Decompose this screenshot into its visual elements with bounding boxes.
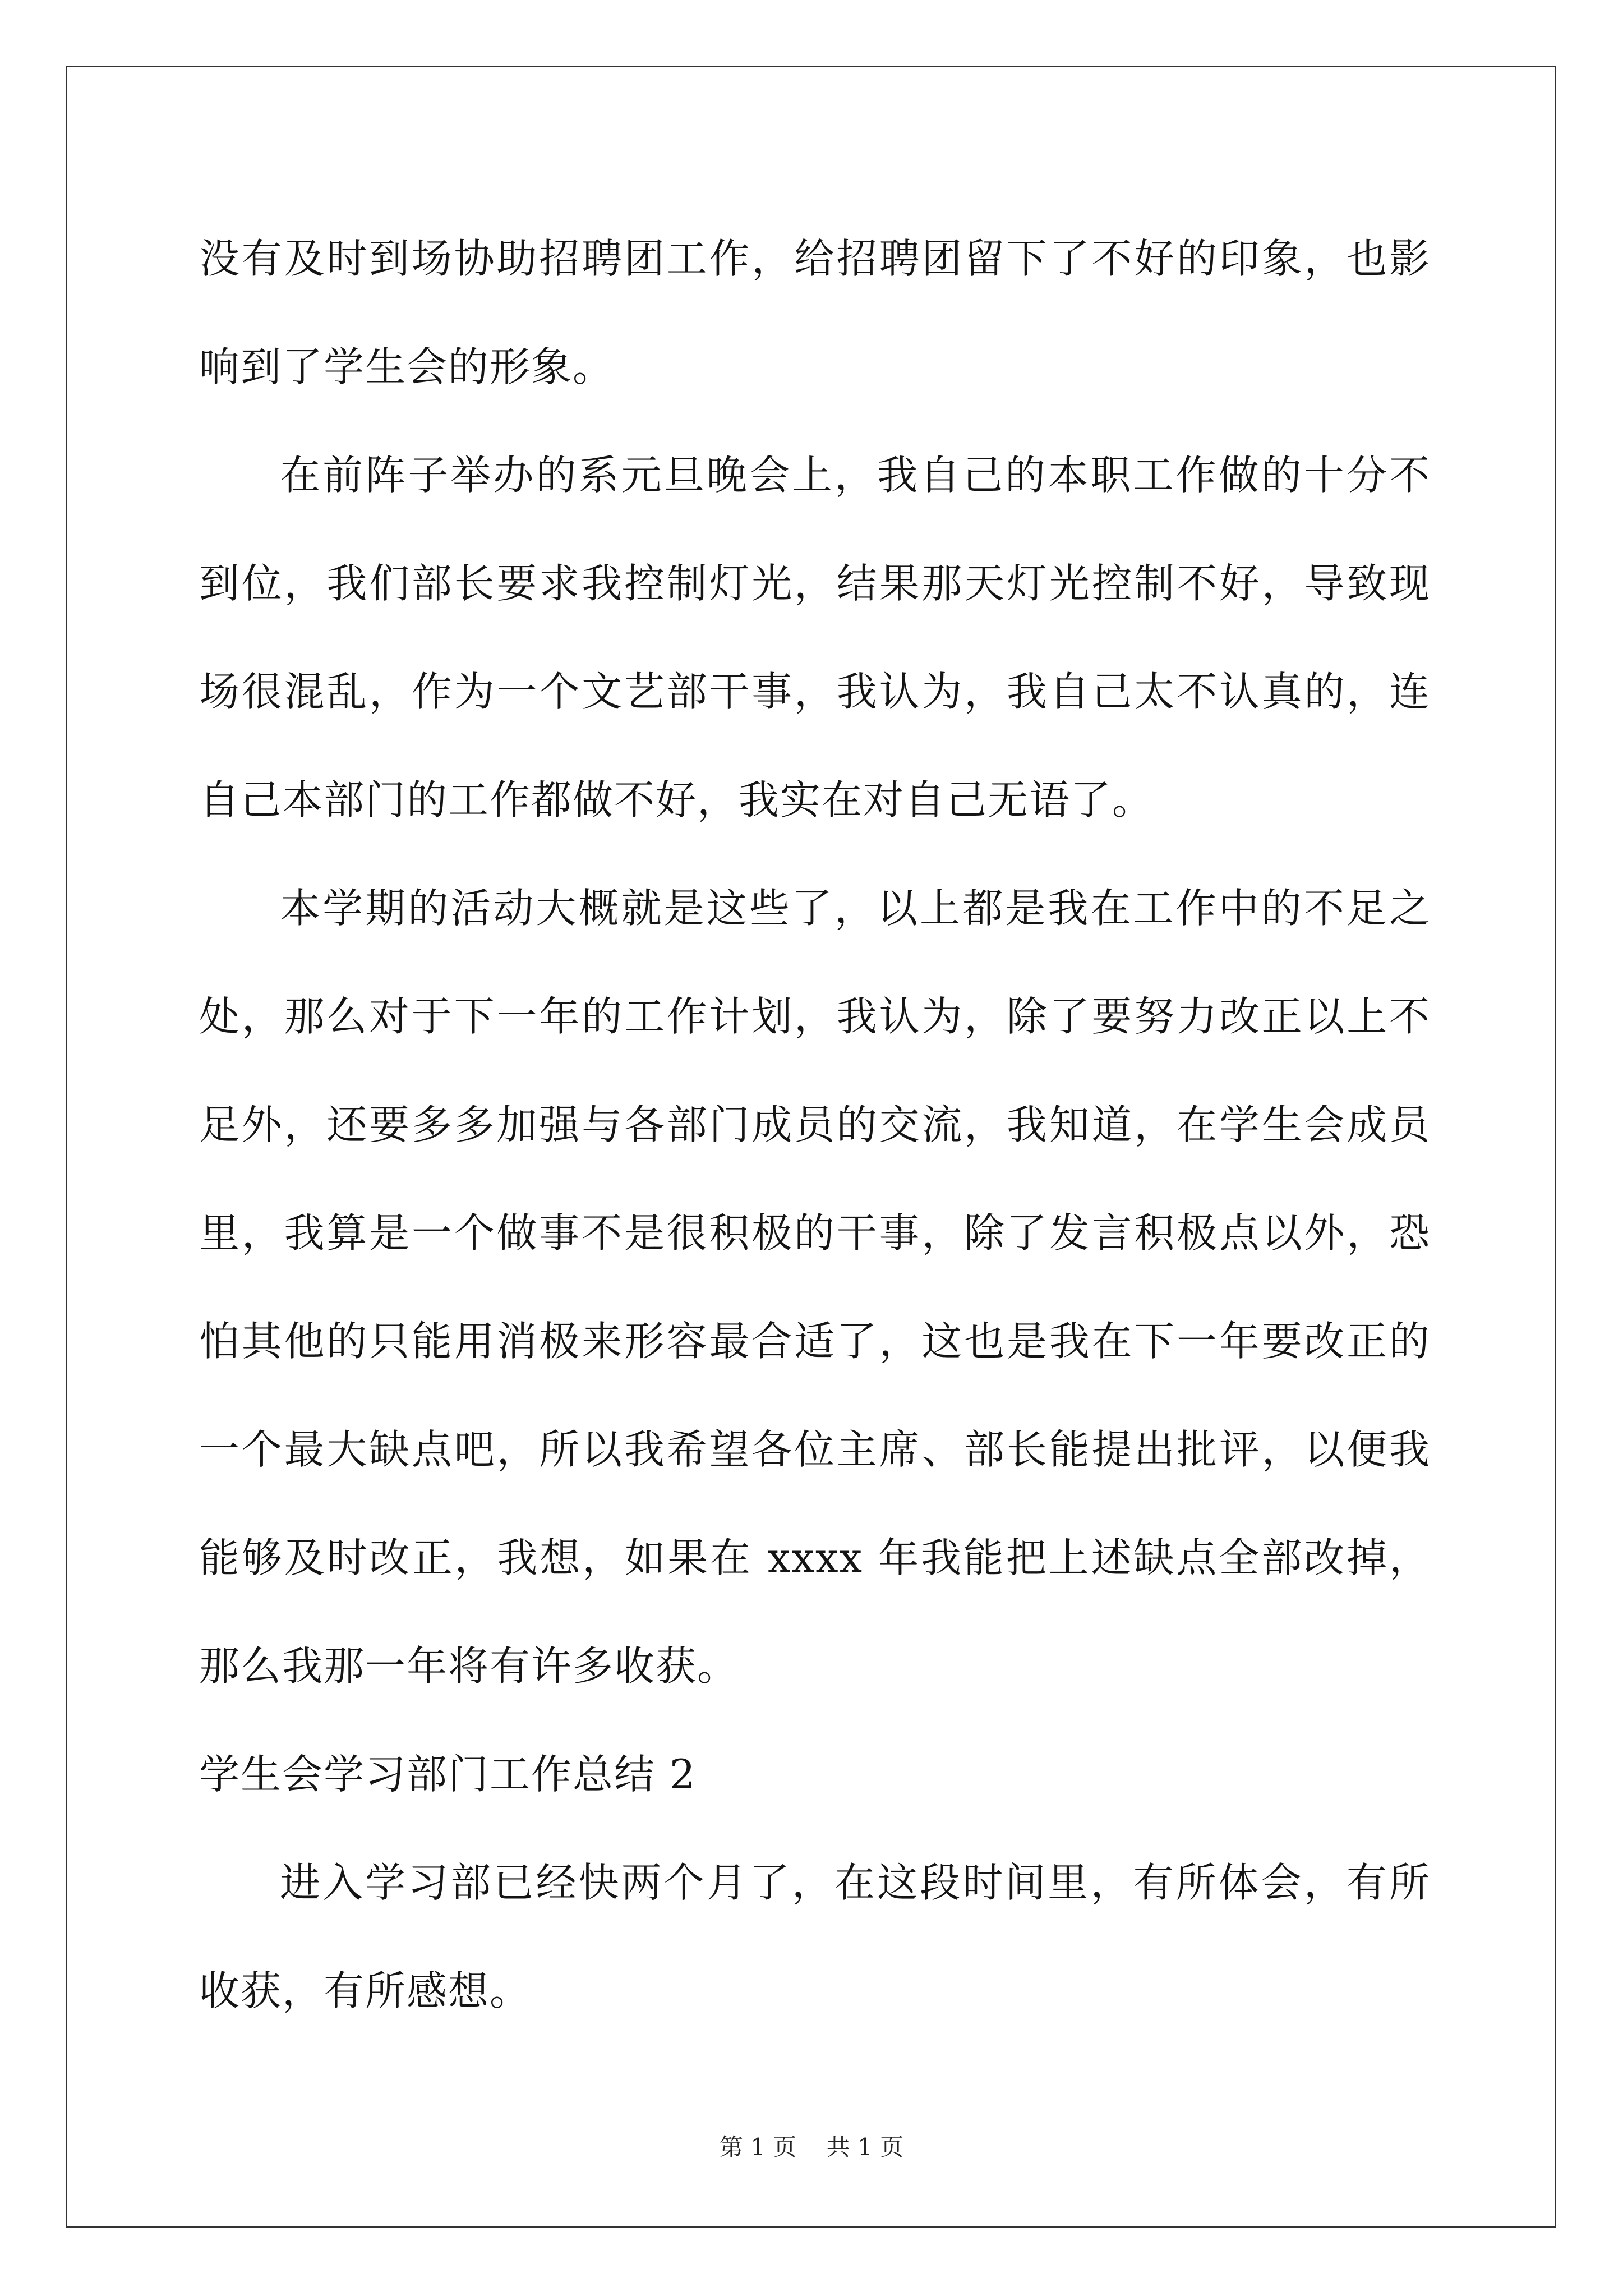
page-footer: 第 1 页 共 1 页 [719, 2133, 904, 2161]
paragraph-2: 在前阵子举办的系元旦晚会上，我自己的本职工作做的十分不到位，我们部长要求我控制灯光，结果那天灯光控制不好，导致现场很混乱，作为一个文艺部干事，我认为，我自己太不认真的，连自己本部门的工作都做不好，我实在对自己无语了。 [199, 452, 1431, 823]
paragraph-3: 本学期的活动大概就是这些了，以上都是我在工作中的不足之处，那么对于下一年的工作计划，我认为，除了要努力改正以上不足外，还要多多加强与各部门成员的交流，我知道，在学生会成员里，我算是一个做事不是很积极的干事，除了发言积极点以外，恐怕其他的只能用消极来形容最合适了，这也是我在下一年要改正的一个最大缺点吧，所以我希望各位主席、部长能提出批评，以便我能够及时改正，我想，如果在 xxxx 年我能把上述缺点全部改掉，那么我那一年将有许多收获。 [199, 885, 1431, 1690]
document-body [199, 205, 1431, 2045]
paragraph-4: 进入学习部已经快两个月了，在这段时间里，有所体会，有所收获，有所感想。 [199, 1859, 1431, 2014]
section-heading: 学生会学习部门工作总结 2 [199, 1751, 697, 1798]
paragraph-1: 没有及时到场协助招聘团工作，给招聘团留下了不好的印象，也影响到了学生会的形象。 [199, 235, 1431, 390]
